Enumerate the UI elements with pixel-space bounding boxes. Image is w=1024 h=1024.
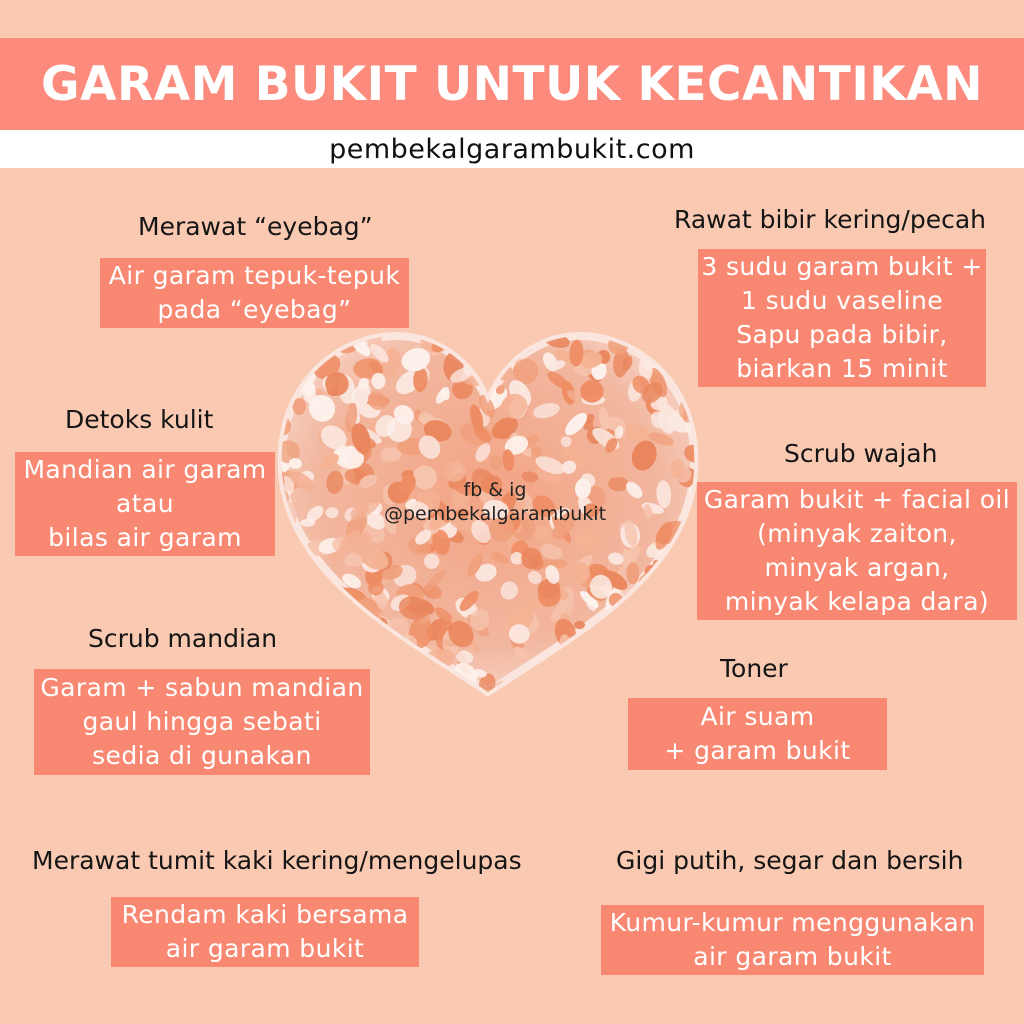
salt-crystal <box>675 320 697 331</box>
salt-crystal <box>495 320 524 342</box>
social-watermark <box>330 478 660 526</box>
salt-crystal <box>687 666 708 688</box>
salt-crystal <box>622 659 657 686</box>
salt-crystal <box>654 670 673 689</box>
salt-crystal <box>268 387 280 412</box>
salt-crystal <box>268 342 294 375</box>
salt-crystal <box>565 661 590 682</box>
salt-crystal <box>414 668 429 688</box>
salt-crystal <box>507 679 537 709</box>
lips-line-4: biarkan 15 minit <box>736 354 948 383</box>
heading-bath-scrub: Scrub mandian <box>88 624 278 653</box>
salt-crystal <box>288 614 314 627</box>
salt-crystal <box>681 659 708 689</box>
heading-lips: Rawat bibir kering/pecah <box>674 205 986 234</box>
salt-crystal <box>268 378 284 404</box>
salt-crystal <box>634 602 659 622</box>
salt-crystal <box>664 581 693 609</box>
salt-crystal <box>580 640 598 655</box>
salt-crystal <box>586 669 613 693</box>
salt-crystal <box>641 646 660 661</box>
face-scrub-line-1: Garam bukit + facial oil <box>703 485 1011 514</box>
detox-line-2: atau <box>116 489 174 518</box>
toner-line-1: Air suam <box>700 702 815 731</box>
website-url: pembekalgarambukit.com <box>329 133 695 165</box>
heel-line-1: Rendam kaki bersama <box>121 900 409 929</box>
heel-line-2: air garam bukit <box>165 934 365 963</box>
salt-crystal <box>675 648 702 676</box>
salt-crystal <box>638 586 648 600</box>
salt-crystal <box>271 330 306 362</box>
heading-toner: Toner <box>720 654 788 683</box>
face-scrub-line-4: minyak kelapa dara) <box>724 587 990 616</box>
face-scrub-line-2: (minyak zaiton, <box>757 519 957 548</box>
box-detox <box>15 452 275 556</box>
detox-line-1: Mandian air garam <box>23 455 267 484</box>
salt-crystal <box>272 544 289 565</box>
salt-crystal <box>293 356 309 370</box>
salt-crystal <box>457 320 481 334</box>
salt-crystal <box>310 605 330 626</box>
salt-crystal <box>663 327 689 353</box>
box-toner <box>628 698 887 770</box>
detox-line-3: bilas air garam <box>48 523 242 552</box>
salt-crystal <box>386 679 402 698</box>
salt-crystal <box>459 335 483 359</box>
website-bar <box>0 130 1024 168</box>
eyebag-line-1: Air garam tepuk-tepuk <box>108 261 401 290</box>
salt-crystal <box>608 620 637 651</box>
box-face-scrub <box>697 482 1017 620</box>
salt-crystal <box>641 650 661 671</box>
watermark-handle: @pembekalgarambukit <box>383 503 607 525</box>
title-banner <box>0 38 1024 130</box>
salt-crystal <box>639 650 662 679</box>
salt-crystal <box>652 586 682 616</box>
bath-scrub-line-2: gaul hingga sebati <box>82 707 322 736</box>
salt-crystal <box>605 699 624 710</box>
watermark-line-1: fb & ig <box>463 479 527 501</box>
salt-crystal <box>580 689 604 710</box>
salt-crystal <box>617 673 642 699</box>
salt-crystal <box>278 636 313 672</box>
salt-crystal <box>610 671 620 696</box>
salt-crystal <box>348 623 375 651</box>
salt-crystal <box>293 609 318 634</box>
salt-crystal <box>294 566 309 598</box>
salt-crystal <box>629 627 647 645</box>
salt-crystal <box>286 580 301 600</box>
salt-crystal <box>361 635 395 656</box>
heading-teeth: Gigi putih, segar dan bersih <box>616 846 964 875</box>
salt-crystal <box>290 603 304 623</box>
salt-crystal <box>268 344 283 371</box>
salt-crystal <box>444 679 469 704</box>
salt-crystal <box>338 635 354 651</box>
salt-crystal <box>281 609 305 638</box>
salt-crystal <box>352 642 370 663</box>
salt-crystal <box>608 657 617 669</box>
bath-scrub-line-1: Garam + sabun mandian <box>40 673 364 702</box>
heading-face-scrub: Scrub wajah <box>784 439 938 468</box>
salt-crystal <box>617 661 643 687</box>
salt-crystal <box>660 320 680 338</box>
salt-crystal <box>603 660 636 693</box>
salt-crystal <box>305 592 334 623</box>
salt-crystal <box>383 690 413 710</box>
salt-crystal <box>597 668 622 689</box>
teeth-line-2: air garam bukit <box>693 942 892 971</box>
heading-detox: Detoks kulit <box>65 405 214 434</box>
salt-crystal <box>625 637 650 659</box>
salt-crystal <box>337 328 347 341</box>
salt-crystal <box>664 320 675 332</box>
box-eyebag <box>100 258 409 328</box>
salt-crystal <box>438 320 466 339</box>
salt-crystal <box>341 657 362 670</box>
salt-crystal <box>268 594 282 620</box>
salt-crystal <box>571 675 590 705</box>
salt-crystal <box>389 677 410 702</box>
salt-crystal <box>646 327 673 352</box>
salt-crystal <box>661 633 698 670</box>
salt-crystal <box>296 633 312 652</box>
salt-crystal <box>674 373 691 385</box>
salt-crystal <box>284 342 316 371</box>
page-title: GARAM BUKIT UNTUK KECANTIKAN <box>41 56 983 112</box>
salt-crystal <box>475 350 493 362</box>
salt-crystal <box>607 620 624 637</box>
face-scrub-line-3: minyak argan, <box>764 553 950 582</box>
box-bath-scrub <box>34 669 370 775</box>
lips-line-3: Sapu pada bibir, <box>736 320 948 349</box>
salt-crystal <box>531 680 565 710</box>
salt-crystal <box>689 643 708 668</box>
box-lips <box>698 249 986 387</box>
lips-line-2: 1 sudu vaseline <box>740 286 944 315</box>
lips-line-1: 3 sudu garam bukit + <box>701 252 983 281</box>
salt-crystal <box>363 620 378 640</box>
salt-crystal <box>679 616 707 648</box>
salt-crystal <box>268 378 285 405</box>
salt-crystal <box>577 636 601 659</box>
box-heel <box>111 897 419 967</box>
heading-eyebag: Merawat “eyebag” <box>138 212 373 241</box>
salt-crystal <box>333 624 356 641</box>
heading-heel: Merawat tumit kaki kering/mengelupas <box>32 846 522 875</box>
salt-crystal <box>313 641 340 667</box>
salt-crystal <box>569 658 601 690</box>
salt-crystal <box>626 562 639 584</box>
salt-crystal <box>591 664 601 690</box>
salt-crystal <box>560 646 584 670</box>
toner-line-2: + garam bukit <box>664 736 851 765</box>
box-teeth <box>601 905 984 975</box>
salt-crystal <box>604 651 620 668</box>
salt-crystal <box>692 677 708 695</box>
eyebag-line-2: pada “eyebag” <box>157 295 352 324</box>
teeth-line-1: Kumur-kumur menggunakan <box>609 908 976 937</box>
salt-crystal <box>278 574 310 605</box>
bath-scrub-line-3: sedia di gunakan <box>92 741 312 770</box>
